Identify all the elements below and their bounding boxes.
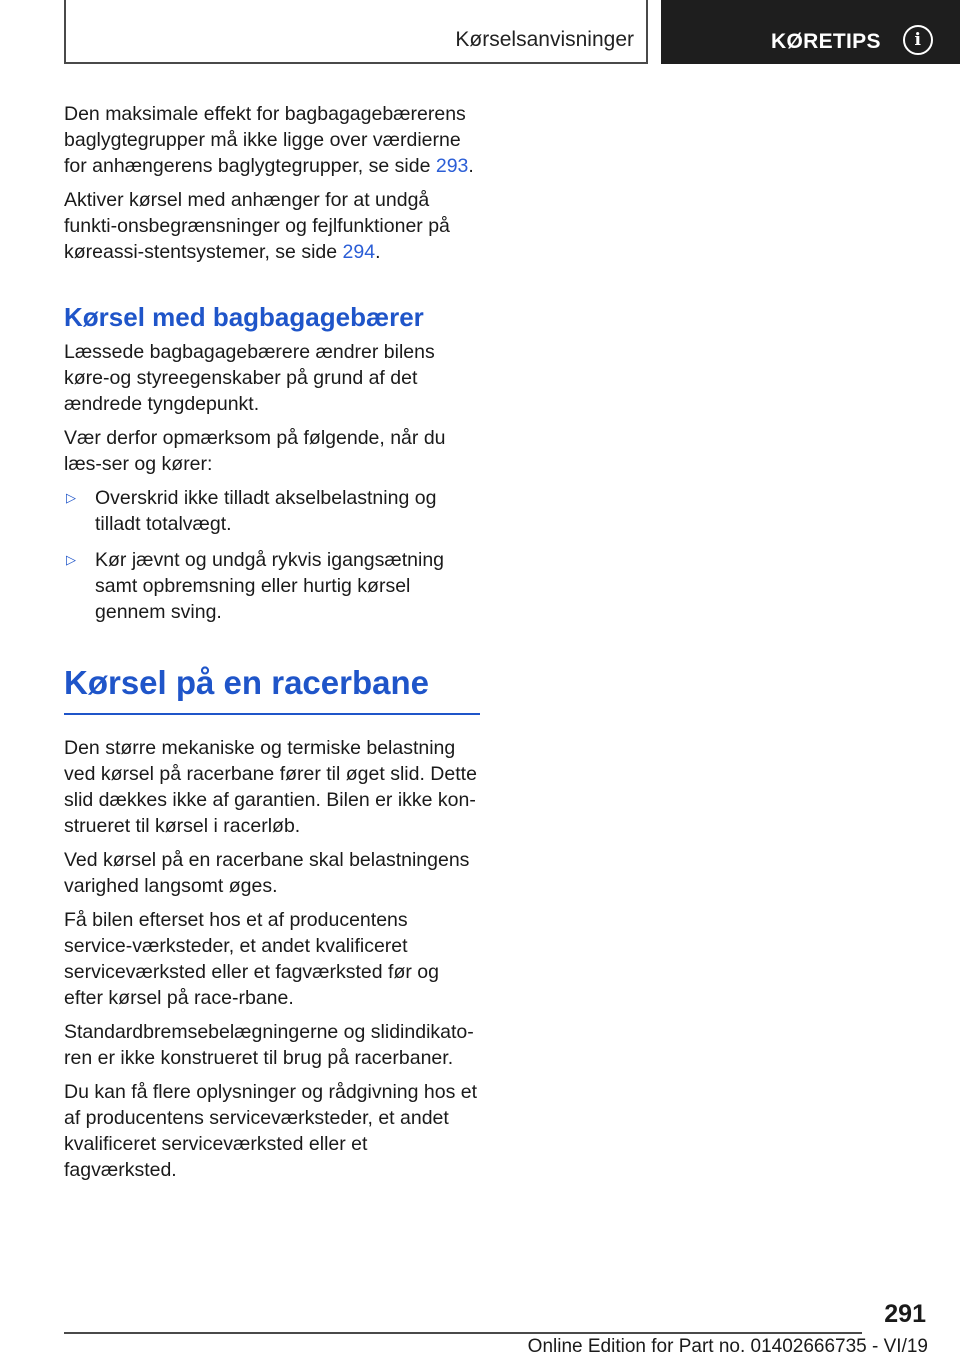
list-item-text: Overskrid ikke tilladt akselbelastning og tilladt totalvægt. [95, 487, 437, 535]
page-content [64, 101, 480, 1191]
section2-paragraph: Få bilen efterset hos et af producentens service‐værksteder, et andet kvalificeret serviceværksted eller et fagværksted før og efter kørsel på race‐rbane. [64, 909, 439, 1009]
triangle-bullet-icon: ▷ [66, 552, 76, 567]
page-ref-link-293[interactable]: 293 [435, 155, 469, 177]
page-ref-link-294[interactable]: 294 [342, 241, 376, 263]
footer-divider [64, 1332, 862, 1334]
chapter-title: Kørselsanvisninger [455, 28, 634, 51]
list-item [64, 547, 480, 625]
list-item-text: Kør jævnt og undgå rykvis igangsætning samt opbremsning eller hurtig kørsel gennem sving. [95, 549, 445, 623]
section1-paragraph-1: Læssede bagbagagebærere ændrer bilens køre‐og styreegenskaber på grund af det ændrede tyngdepunkt. [64, 341, 435, 415]
header-chapter-box [64, 0, 648, 64]
edition-note: Online Edition for Part no. 01402666735 - VI/19 [527, 1336, 928, 1357]
info-icon: i [903, 25, 933, 55]
section-heading-race-track: Kørsel på en racerbane [64, 664, 429, 701]
heading-divider [64, 713, 480, 715]
intro-paragraph-2: Aktiver kørsel med anhænger for at undgå funkti‐onsbegrænsninger og fejlfunktioner på køreassi‐stentsystemer, se side 294. [64, 189, 450, 263]
section-title: KØRETIPS [771, 30, 881, 53]
section2-paragraph: Standardbremsebelægningerne og slidindikato‐ren er ikke konstrueret til brug på racerbaner. [64, 1021, 474, 1069]
section-heading-rear-carrier: Kørsel med bagbagagebærer [64, 302, 424, 332]
section2-paragraph: Du kan få flere oplysninger og rådgivning hos et af producentens serviceværksteder, et andet kvalificeret serviceværksted eller et fagværksted. [64, 1081, 478, 1181]
section2-paragraph: Den større mekaniske og termiske belastning ved kørsel på racerbane fører til øget slid. Dette slid dækkes ikke af garantien. Bilen er ikke kon‐strueret til kørsel i racerløb. [64, 737, 477, 837]
section1-paragraph-2: Vær derfor opmærksom på følgende, når du læs‐ser og kører: [64, 427, 446, 475]
list-item [64, 485, 480, 537]
page-number: 291 [884, 1300, 926, 1328]
triangle-bullet-icon: ▷ [66, 490, 76, 505]
intro-paragraph-1: Den maksimale effekt for bagbagagebærerens baglygtegrupper må ikke ligge over værdierne for anhængerens baglygtegrupper, se side 293. [64, 103, 474, 177]
header-section-box [661, 0, 960, 64]
section2-paragraph: Ved kørsel på en racerbane skal belastningens varighed langsomt øges. [64, 849, 470, 897]
